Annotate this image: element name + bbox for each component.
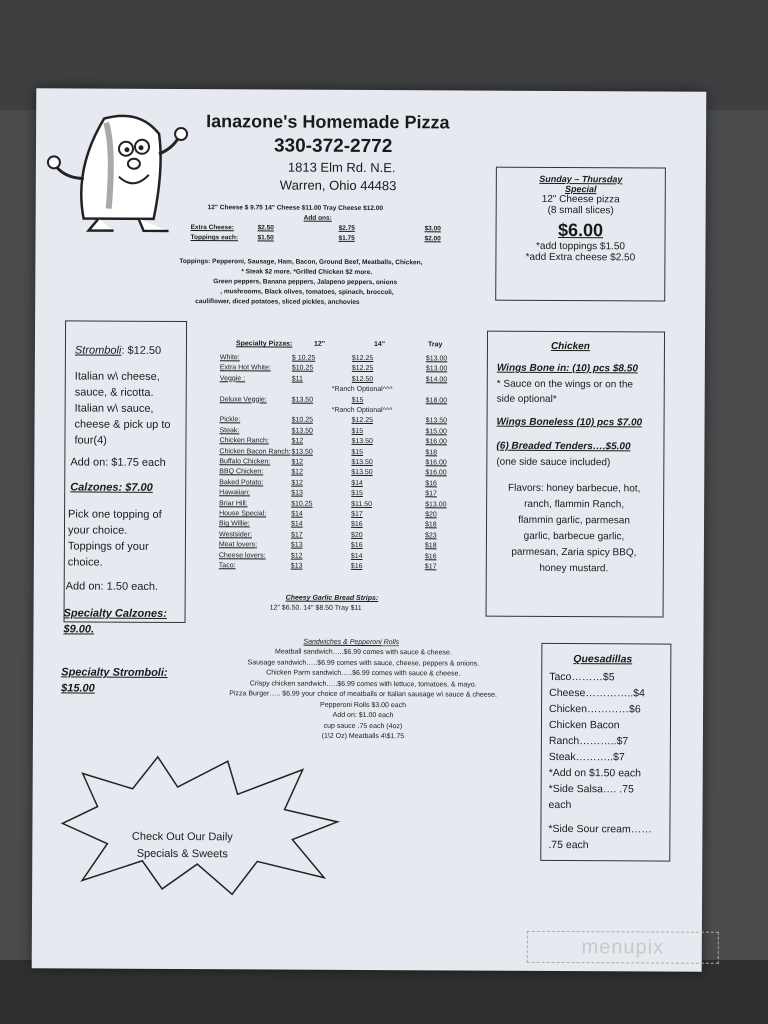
restaurant-name: Ianazone's Homemade Pizza (206, 111, 450, 133)
pizza-price: $13.50 (351, 458, 373, 467)
quesadilla-line: Taco………$5 (549, 670, 615, 684)
header-name: Specialty Pizzas: (235, 340, 293, 348)
pizza-price: $13 (291, 489, 303, 497)
wings-note (497, 377, 633, 408)
pizza-price: $15 (351, 490, 363, 498)
pizza-price: $13.50 (351, 438, 373, 446)
pizza-price: $10.25 (291, 364, 314, 373)
pizza-name: Taco: (218, 562, 236, 570)
sandwiches-list (193, 647, 533, 743)
stromboli-desc-line: Italian w\ cheese, (74, 370, 160, 383)
specialty-stromboli-price: $15.00 (61, 682, 95, 695)
pizza-price: $12 (290, 552, 303, 560)
sandwiches-title: Sandwiches & Pepperoni Rolls (303, 638, 400, 647)
stromboli-price: : $12.50 (121, 344, 162, 357)
calzone-desc (68, 506, 162, 570)
pizza-name: Hawaiian: (219, 489, 250, 497)
extra-cheese-12: $2.50 (257, 224, 274, 232)
wings-boneless: Wings Boneless (10) pcs $7.00 (496, 416, 643, 429)
pizza-price: $13.50 (351, 469, 373, 477)
bread-strips-title: Cheesy Garlic Bread Strips: (285, 594, 379, 603)
stromboli-desc-line: cheese & pick up to (74, 418, 171, 431)
pizza-price: $12 (291, 437, 304, 445)
specialty-stromboli-label: Specialty Stromboli: (61, 666, 168, 679)
pizza-name: Buffalo Chicken: (219, 458, 271, 466)
stromboli-desc-line: Italian w\ sauce, (74, 402, 154, 415)
sour-cream-line: .75 each (548, 838, 589, 852)
pizza-name: Briar Hill: (219, 499, 248, 507)
pizza-price: $13.50 (291, 448, 313, 456)
pizza-price: $20 (350, 531, 363, 539)
pizza-price: $13.00 (425, 355, 448, 363)
toppings-line-3: Green peppers, Banana peppers, Jalapeno peppers, onions (213, 278, 398, 287)
tenders-note: (one side sauce included) (496, 456, 611, 469)
sandwich-line: (1\2 Oz) Meatballs 4\$1.75 (321, 732, 405, 741)
toppings-label: Toppings each: (190, 234, 239, 242)
pizza-price: $12.50 (351, 375, 374, 383)
pizza-name: House Special: (219, 510, 267, 518)
bread-strips-prices: 12" $6.50. 14" $8.50 Tray $11 (269, 604, 362, 612)
pizza-price: $16.00 (425, 438, 447, 446)
sour-cream-line: *Side Sour cream…… (548, 822, 652, 836)
address-line-2: Warren, Ohio 44483 (279, 177, 397, 194)
specialty-calzones-price: $9.00. (63, 623, 95, 636)
calzone-desc-line: Pick one topping of (68, 508, 162, 521)
stromboli-desc-line: sauce, & ricotta. (74, 386, 154, 399)
quesadilla-line: Cheese…………..$4 (549, 686, 645, 700)
sunday-special-box (495, 167, 666, 302)
specialty-stromboli (61, 664, 168, 697)
calzone-desc-line: your choice. (67, 524, 128, 537)
pizza-name: Meat lovers: (218, 541, 258, 549)
sandwich-line: Chicken Parm sandwich…..$6.99 comes with sauce & cheese. (266, 669, 461, 678)
table-row (199, 561, 459, 572)
chicken-flavors (494, 481, 655, 578)
pizza-price: $23 (424, 532, 437, 540)
quesadilla-line: Ranch………..$7 (548, 734, 629, 748)
sandwich-line: Crispy chicken sandwich…..$6.99 comes with lettuce, tomatoes, & mayo. (249, 679, 477, 689)
header-14: 14" (373, 341, 386, 349)
special-desc-2: (8 small slices) (547, 204, 614, 217)
wings-note-line: side optional* (496, 393, 557, 405)
pizza-name: Pickle: (219, 416, 241, 424)
toppings-tray: $2.00 (424, 235, 441, 243)
special-price: $6.00 (557, 219, 604, 241)
pizza-mascot-logo (44, 108, 195, 239)
pizza-price: $17 (290, 531, 303, 539)
pizza-price: $13 (290, 562, 303, 570)
address-line-1: 1813 Elm Rd. N.E. (287, 159, 396, 176)
wings-note-line: * Sauce on the wings or on the (496, 378, 633, 391)
toppings-line-5: cauliflower, diced potatoes, sliced pickles, anchovies (195, 298, 360, 306)
pizza-name: Big Willie: (219, 520, 250, 528)
pizza-price: $15.00 (425, 428, 447, 436)
table-header (200, 339, 460, 350)
pizza-price: $16.00 (425, 469, 447, 477)
pizza-price: $17 (425, 490, 437, 498)
quesadillas-title: Quesadillas (573, 653, 633, 666)
pizza-price: $14.00 (425, 376, 448, 384)
extra-cheese-14: $2.75 (338, 224, 355, 232)
extra-cheese-tray: $3.00 (424, 225, 441, 233)
starburst-shape (52, 748, 343, 900)
pizza-price: $14 (291, 520, 303, 529)
header-12: 12" (313, 340, 326, 348)
special-note-1: *add toppings $1.50 (535, 240, 625, 253)
flavors-line: ranch, flammin Ranch, (524, 498, 625, 511)
special-note-2: *add Extra cheese $2.50 (525, 251, 636, 264)
pizza-price: $16.00 (425, 459, 447, 467)
pizza-name: Cheese lovers: (218, 551, 266, 560)
calzone-desc-line: Toppings of your (67, 540, 149, 553)
pizza-price: $13.00 (425, 365, 448, 373)
sour-cream (548, 821, 651, 854)
quesadilla-line: Chicken Bacon (548, 718, 620, 732)
flavors-line: honey mustard. (539, 562, 609, 575)
pizza-price: *Ranch Optional^^^ (331, 385, 393, 394)
pizza-price: $20 (425, 511, 437, 519)
quesadilla-line: Steak………..$7 (548, 750, 625, 764)
flavors-line: flammin garlic, parmesan (518, 514, 630, 527)
pizza-price: $12.25 (351, 354, 374, 363)
pizza-price: $17 (351, 510, 363, 518)
stromboli-addon: Add on: $1.75 each (70, 456, 166, 469)
pizza-price: $12 (291, 458, 304, 466)
pizza-name: Steak: (219, 427, 240, 435)
pizza-price: $13.00 (425, 500, 447, 508)
cheese-pizza-sizes: 12" Cheese $ 9.75 14" Cheese $11.00 Tray Cheese $12.00 (207, 204, 383, 213)
pizza-price: $16 (350, 542, 363, 550)
flavors-line: garlic, barbecue garlic, (523, 530, 625, 543)
pizza-price: $16 (351, 521, 363, 529)
pizza-price: $15 (351, 396, 364, 404)
breaded-tenders: (6) Breaded Tenders….$5.00 (496, 440, 631, 453)
pizza-price: *Ranch Optional^^^ (331, 406, 393, 415)
watermark: menupix (527, 931, 719, 964)
pizza-price: $10.25 (291, 500, 313, 508)
pizza-price: $10.25 (291, 416, 314, 425)
daily-specials-callout (102, 829, 262, 864)
callout-line-1: Check Out Our Daily (131, 830, 233, 844)
pizza-price: $12 (291, 479, 303, 487)
specialty-pizza-table (199, 339, 460, 580)
pizza-price: $14 (351, 479, 363, 487)
pizza-price: $18 (425, 448, 438, 456)
menu-sheet (32, 88, 707, 971)
calzones-price: Calzones: $7.00 (70, 481, 153, 494)
toppings-line-4: , mushrooms, Black olives, tomatoes, spinach, broccoli, (220, 288, 394, 297)
specialty-calzones-label: Specialty Calzones: (63, 607, 167, 620)
addons-label: Add ons: (303, 214, 332, 222)
pizza-name: BBQ Chicken: (219, 468, 264, 476)
pizza-name: Baked Potato: (219, 479, 264, 487)
flavors-line: parmesan, Zaria spicy BBQ, (511, 546, 637, 559)
special-title: Sunday – Thursday (539, 173, 623, 185)
pizza-price: $ 10.25 (291, 354, 316, 362)
pizza-price: $17 (424, 563, 437, 571)
pizza-name: Veggie : (219, 375, 246, 383)
quesadilla-line: *Side Salsa…. .75 (548, 782, 634, 796)
sandwich-line: cup sauce .75 each (4oz) (323, 722, 403, 730)
pizza-price: $13 (290, 541, 303, 549)
chicken-title: Chicken (550, 340, 590, 353)
quesadilla-line: Chicken…………$6 (549, 702, 641, 716)
pizza-price: $14 (291, 510, 303, 518)
flavors-line: Flavors: honey barbecue, hot, (508, 482, 641, 495)
pizza-name: Extra Hot White: (219, 364, 271, 372)
specialty-calzones (63, 605, 166, 638)
pizza-name: Deluxe Veggie: (219, 395, 267, 404)
sandwich-line: Add on: $1.00 each (332, 711, 394, 720)
pizza-price: $18 (425, 521, 437, 529)
stromboli-desc (74, 368, 170, 449)
calzone-desc-line: choice. (67, 556, 103, 569)
stromboli-label: Stromboli (74, 344, 122, 357)
pizza-price: $11 (291, 375, 303, 383)
special-desc-1: 12" Cheese pizza (541, 193, 620, 206)
pizza-name: White: (219, 354, 240, 362)
sandwich-line: Pepperoni Rolls $3.00 each (320, 701, 407, 709)
pizza-price: $18 (424, 542, 437, 550)
pizza-name: Chicken Bacon Ranch: (219, 447, 291, 456)
sandwich-line: Meatball sandwich…..$6.99 comes with sauce & cheese. (275, 648, 452, 657)
sandwich-line: Pizza Burger….. $6.99 your choice of meatballs or Italian sausage w\ sauce & cheese. (229, 690, 497, 699)
pizza-price: $16 (424, 552, 437, 560)
stromboli-calzone-box (64, 320, 188, 623)
toppings-12: $1.50 (257, 234, 274, 242)
pizza-price: $14 (350, 552, 363, 560)
calzone-addon: Add on: 1.50 each. (65, 580, 159, 593)
wings-bone-in: Wings Bone in: (10) pcs $8.50 (496, 362, 638, 375)
pizza-price: $15 (351, 448, 364, 456)
pizza-price: $16 (425, 480, 437, 488)
quesadillas-list (549, 669, 645, 813)
extra-cheese-label: Extra Cheese: (190, 224, 234, 232)
stromboli-desc-line: four(4) (74, 434, 107, 447)
toppings-14: $1.75 (338, 234, 355, 242)
pizza-price: $16 (350, 562, 363, 570)
pizza-price: $11.50 (351, 500, 373, 508)
pizza-price: $12 (291, 468, 304, 477)
special-subtitle: Special (564, 184, 597, 195)
pizza-price: $18.00 (425, 396, 448, 405)
pizza-price: $12.25 (351, 365, 374, 373)
pizza-price: $13.50 (425, 417, 448, 425)
pizza-price: $12.25 (351, 417, 374, 425)
pizza-name: Chicken Ranch: (219, 437, 269, 445)
pizza-price: $13.50 (291, 396, 314, 404)
pizza-price: $15 (351, 427, 364, 435)
pizza-price: $13.50 (291, 427, 313, 435)
header-tray: Tray (427, 341, 443, 349)
toppings-line-2: * Steak $2 more. *Grilled Chicken $2 more. (241, 268, 373, 277)
sandwich-line: Sausage sandwich…..$6.99 comes with sauce, cheese, peppers & onions. (247, 658, 480, 668)
toppings-line-1: Toppings: Pepperoni, Sausage, Ham, Bacon, Ground Beef, Meatballs, Chicken, (179, 258, 423, 267)
quesadilla-line: *Add on $1.50 each (548, 766, 642, 780)
quesadilla-line: each (548, 798, 572, 812)
pizza-name: Westsider: (218, 531, 252, 539)
callout-line-2: Specials & Sweets (136, 847, 228, 861)
phone-number: 330-372-2772 (273, 135, 393, 158)
